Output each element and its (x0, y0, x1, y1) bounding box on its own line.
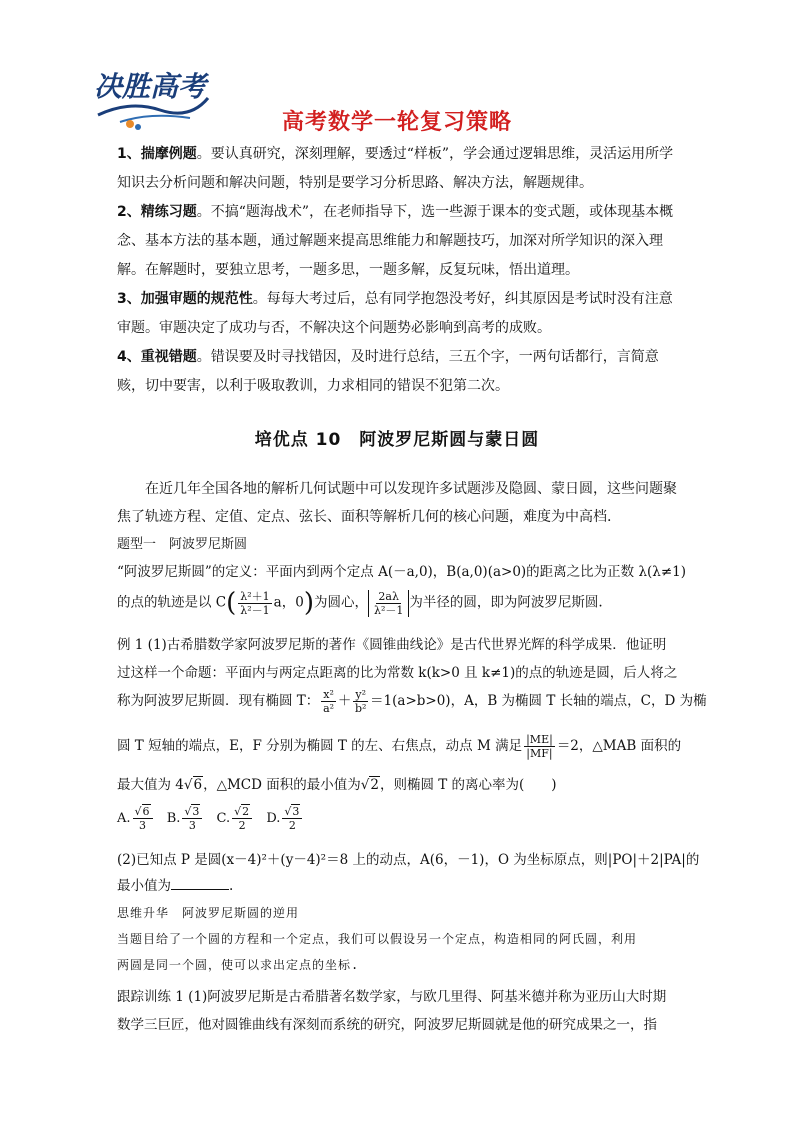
training-line: 数学三巨匠，他对圆锥曲线有深刻而系统的研究，阿波罗尼斯圆就是他的研究成果之一，指 (117, 1017, 657, 1033)
definition-formula-line: 的点的轨迹是以 C( $\frac{\text{λ²＋1}}{\text{λ²－1}}$ a，0)为圆心， $\frac{2a\lambda}{\text{λ²－1}}$ 为半径的圆，即为阿波罗尼斯圆. (117, 588, 603, 618)
example-text: 最大值为 4 (117, 777, 184, 793)
strategy-body: 。错误要及时寻找错因，及时进行总结，三五个字，一两句话都行，言简意赅，切中要害，以利于吸取教训，力求相同的错误不犯第二次。 (117, 349, 659, 394)
radicand: 2 (370, 777, 379, 793)
example-text: ＝1(a>b>0)，A，B 为椭圆 T 长轴的端点，C，D 为椭 (370, 693, 707, 709)
thinking-title: 思维升华 阿波罗尼斯圆的逆用 (117, 906, 300, 920)
answer-options (117, 805, 687, 832)
radicand: 6 (193, 777, 203, 793)
definition-mid: 为圆心， (313, 594, 368, 611)
option-a: A. $\frac{√6}{3}$ (117, 805, 155, 832)
part2-text: 最小值为 (117, 878, 171, 894)
training-line: 跟踪训练 1 (1)阿波罗尼斯是古希腊著名数学家，与欧几里得、阿基米德并称为亚历山大时期 (117, 989, 667, 1005)
strategy-item (117, 285, 677, 343)
example-text: ，△MCD 面积的最小值为 (203, 777, 361, 793)
ratio-fraction: $\frac{|ME|}{|MF|}$ (526, 733, 553, 760)
definition-line: “阿波罗尼斯圆”的定义：平面内到两个定点 A(－a,0)，B(a,0)(a>0)的距离之比为正数 λ(λ≠1) (117, 564, 687, 580)
strategy-label: 2、精练习题 (117, 204, 197, 220)
definition-pre: 的点的轨迹是以 C (117, 594, 227, 611)
example-area-line: 最大值为 4√6，△MCD 面积的最小值为√2，则椭圆 T 的离心率为( ) (117, 777, 557, 793)
option-b: B. $\frac{√3}{3}$ (167, 805, 205, 832)
strategy-label: 1、揣摩例题 (117, 146, 197, 162)
strategy-label: 3、加强审题的规范性 (117, 291, 253, 307)
main-title: 高考数学一轮复习策略 (281, 110, 512, 135)
example-text: ，则椭圆 T 的离心率为( ) (379, 777, 557, 793)
strategy-item (117, 198, 677, 285)
part2-line (117, 874, 687, 894)
example-text: 圆 T 短轴的端点，E，F 分别为椭圆 T 的左、右焦点，动点 M 满足 (117, 738, 523, 754)
strategy-body: 。每每大考过后，总有同学抱怨没考好，纠其原因是考试时没有注意审题。审题决定了成功与否，不解决这个问题势必影响到高考的成败。 (117, 291, 673, 336)
example-ellipse-line (117, 688, 707, 715)
strategy-body: 。不搞“题海战术”，在老师指导下，选一些源于课本的变式题，或体现基本概念、基本方法的基本题，通过解题来提高思维能力和解题技巧，加深对所学知识的深入理解。在解题时，要独立思考，一题多思，一题多解，反复玩味，悟出道理。 (117, 204, 674, 278)
thinking-line: 两圆是同一个圆，使可以求出定点的坐标. (117, 958, 360, 972)
y-fraction: $\frac{\text{y²}}{\text{b²}}$ (355, 688, 367, 715)
example-line: 例 1 (1)古希腊数学家阿波罗尼斯的著作《圆锥曲线论》是古代世界光辉的科学成果．他证明 (117, 637, 667, 653)
radius-abs: $\frac{2a\lambda}{\text{λ²－1}}$ (368, 590, 409, 617)
part2-line: (2)已知点 P 是圆(x－4)²＋(y－4)²＝8 上的动点，A(6，－1)，O 为坐标原点，则|PO|＋2|PA|的 (117, 852, 700, 868)
strategy-item (117, 343, 677, 401)
intro-line: 在近几年全国各地的解析几何试题中可以发现许多试题涉及隐圆、蒙日圆，这些问题聚 (145, 481, 677, 497)
definition-post: 为半径的圆，即为阿波罗尼斯圆. (409, 594, 603, 611)
logo-text: 决胜高考 (94, 70, 207, 103)
strategy-label: 4、重视错题 (117, 349, 197, 365)
option-d: D. $\frac{√3}{2}$ (266, 805, 304, 832)
center-fraction: $\frac{\text{λ²＋1}}{\text{λ²－1}}$ (240, 589, 270, 617)
example-line: 过这样一个命题：平面内与两定点距离的比为常数 k(k>0 且 k≠1)的点的轨迹是圆，后人将之 (117, 665, 678, 681)
example-ratio-line (117, 733, 687, 760)
lesson-title: 培优点 10 阿波罗尼斯圆与蒙日圆 (254, 430, 540, 450)
strategy-body: 。要认真研究，深刻理解，要透过“样板”，学会通过逻辑思维，灵活运用所学知识去分析问题和解决问题，特别是要学习分析思路、解决方法，解题规律。 (117, 146, 674, 191)
plus-sign: ＋ (337, 693, 352, 709)
thinking-line: 当题目给了一个圆的方程和一个定点，我们可以假设另一个定点，构造相同的阿氏圆，利用 (117, 932, 638, 946)
section-type: 题型一 阿波罗尼斯圆 (117, 537, 248, 552)
answer-blank (171, 877, 229, 890)
x-fraction: $\frac{\text{x²}}{\text{a²}}$ (323, 688, 335, 715)
example-text: 称为阿波罗尼斯圆．现有椭圆 T： (117, 693, 320, 709)
example-text: ＝2，△MAB 面积的 (556, 738, 682, 754)
part2-end: . (229, 878, 234, 894)
center-coords: a，0 (273, 594, 304, 611)
intro-line: 焦了轨迹方程、定值、定点、弦长、面积等解析几何的核心问题，难度为中高档. (117, 509, 612, 525)
option-c: C. $\frac{√2}{2}$ (217, 805, 255, 832)
strategy-item (117, 140, 677, 198)
